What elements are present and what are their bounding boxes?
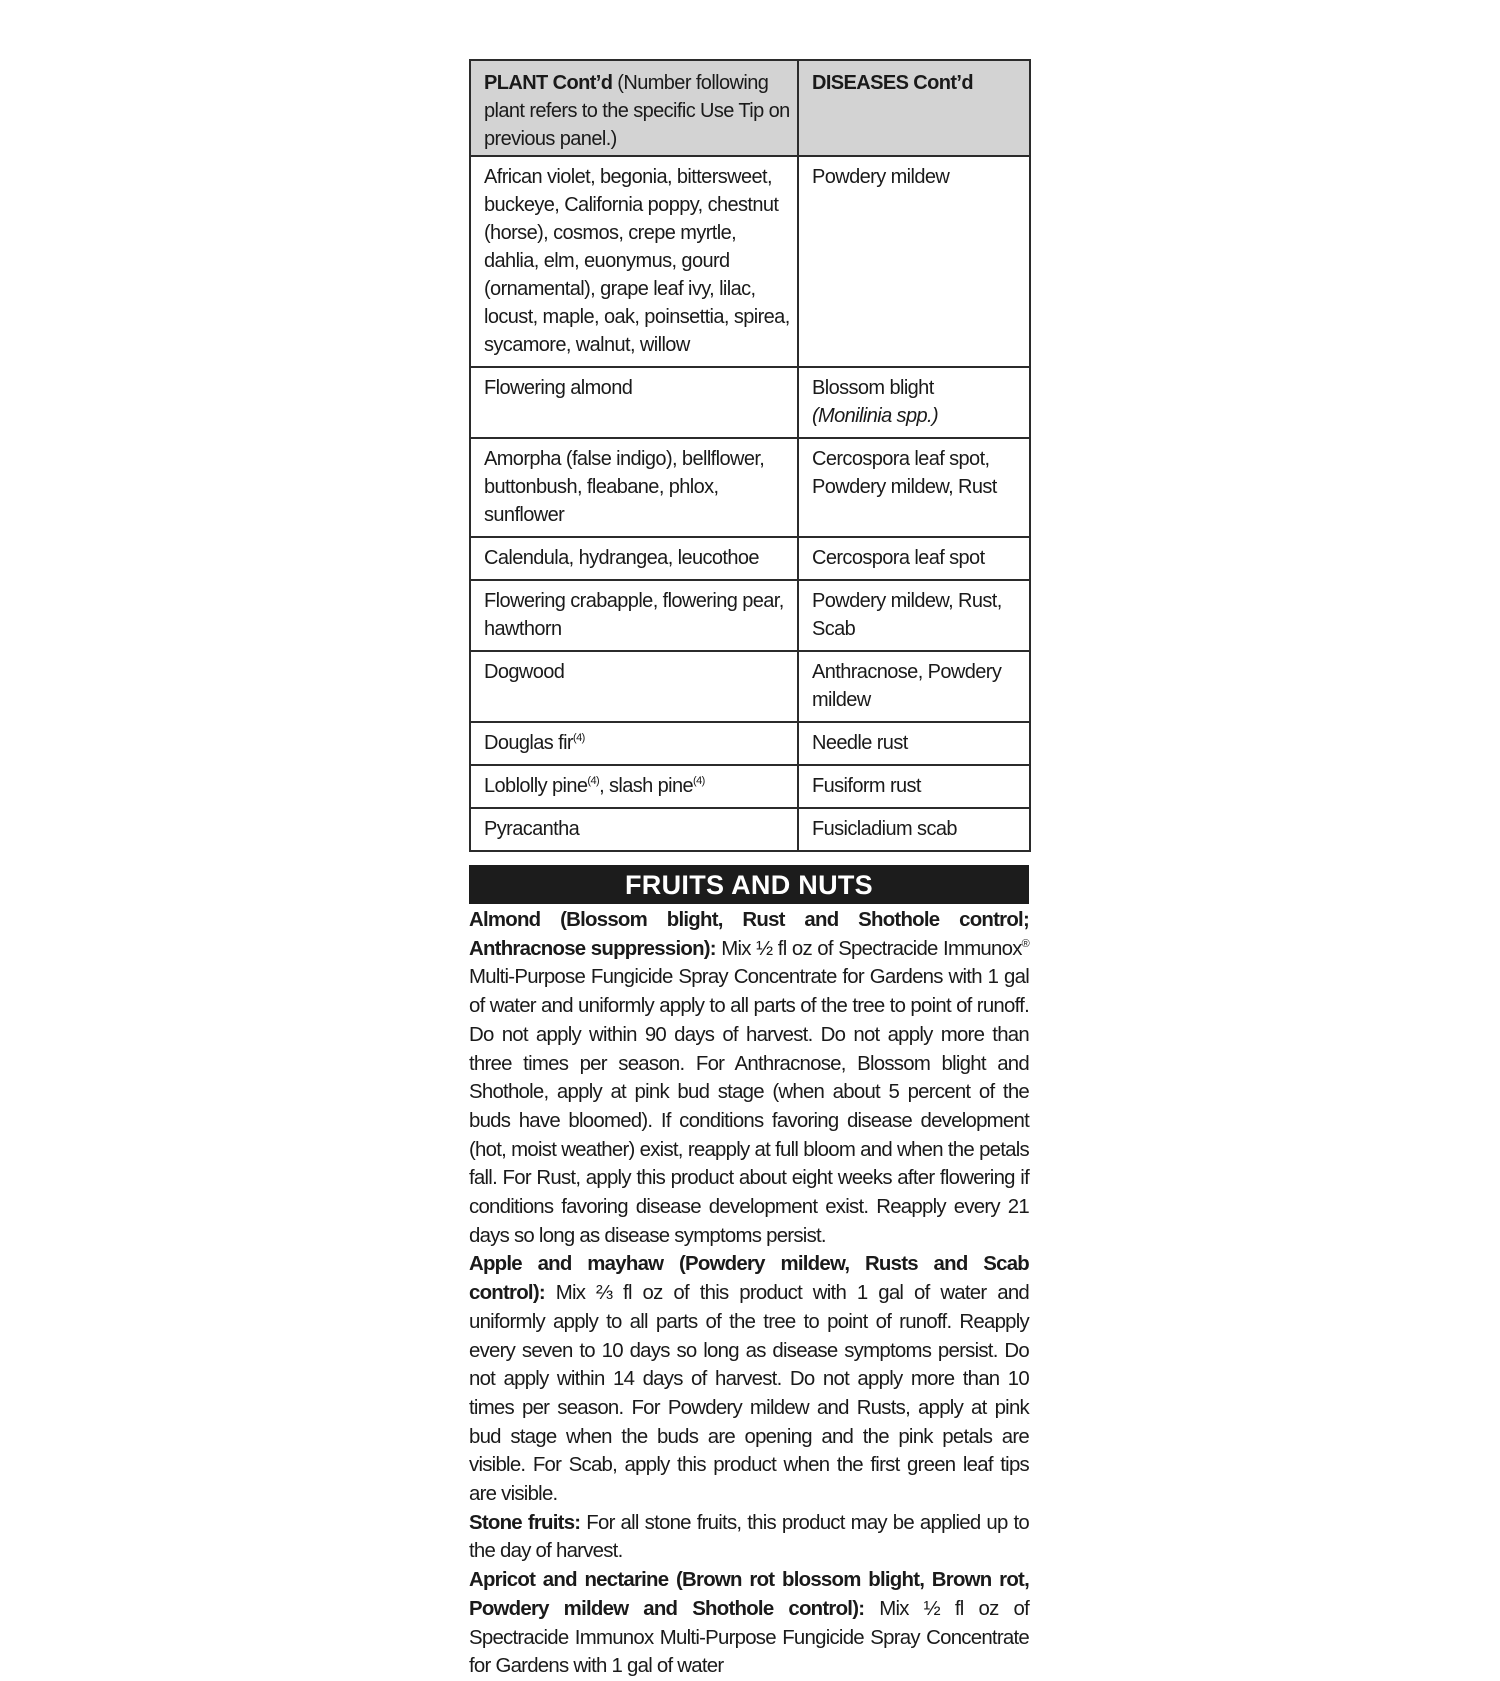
disease-cell [798, 367, 1030, 438]
paragraph-text: Mix ½ fl oz of Spectracide Immunox [715, 937, 1022, 960]
plant-disease-table [469, 59, 1031, 852]
paragraph-apple [469, 1250, 1029, 1508]
header-diseases-title: DISEASES Cont’d [812, 72, 974, 94]
table-row [470, 651, 1030, 722]
paragraph-text: For all stone fruits, this product may be applied up to the day of harvest. [469, 1511, 1029, 1563]
paragraph-lead: Apricot and nectarine (Brown rot blossom blight, Brown rot, Powdery mildew and Shothole control): [469, 1569, 1029, 1620]
header-plant [470, 60, 798, 156]
table-row [470, 722, 1030, 765]
paragraph-text: Mix ½ fl oz of Spectracide Immunox Multi-Purpose Fungicide Spray Concentrate for Gardens with 1 gal of water [469, 1597, 1029, 1678]
table-row [470, 367, 1030, 438]
paragraph-almond [469, 906, 1029, 1250]
use-tip-ref-2: (4) [693, 775, 705, 787]
plant-name: Loblolly pine [484, 775, 588, 797]
plant-cell [470, 722, 798, 765]
plant-cell: African violet, begonia, bittersweet, buckeye, California poppy, chestnut (horse), cosmos, crepe myrtle, dahlia, elm, euonymus, gourd (ornamental), grape leaf ivy, lilac, locust, maple, oak, poinsettia, spirea, sycamore, walnut, willow [470, 156, 798, 367]
paragraph-lead: Apple and mayhaw (Powdery mildew, Rusts and Scab control): [469, 1253, 1029, 1305]
use-tip-ref: (4) [587, 775, 600, 787]
paragraph-stone-fruits [469, 1509, 1029, 1566]
header-plant-note: (Number following plant refers to the specific Use Tip on previous panel.) [484, 72, 790, 150]
use-tip-ref: (4) [573, 732, 585, 744]
registered-mark: ® [1021, 937, 1029, 950]
table-row [470, 580, 1030, 651]
paragraph-apricot [469, 1566, 1029, 1681]
paragraph-lead: Stone fruits: [469, 1511, 581, 1534]
table-header-row [470, 60, 1030, 156]
plant-cell: Dogwood [470, 651, 798, 722]
product-label-panel [469, 59, 1029, 1681]
disease-cell: Cercospora leaf spot, Powdery mildew, Rust [798, 438, 1030, 537]
paragraph-text: Mix ⅔ fl oz of this product with 1 gal of water and uniformly apply to all parts of the tree to point of runoff. Reapply every seven to 10 days so long as disease symptoms persist. Do not apply within 14 days of harvest. Do not apply more than 10 times per season. For Powdery mildew and Rusts, apply at pink bud stage when the buds are opening and the pink petals are visible. For Scab, apply this product when the first green leaf tips are visible. [469, 1282, 1029, 1506]
disease-cell: Needle rust [798, 722, 1030, 765]
disease-cell: Anthracnose, Powdery mildew [798, 651, 1030, 722]
paragraph-text: Multi-Purpose Fungicide Spray Concentrate for Gardens with 1 gal of water and uniformly apply to all parts of the tree to point of runoff. Do not apply within 90 days of harvest. Do not apply more than three times per season. For Anthracnose, Blossom blight and Shothole, apply at pink bud stage (when about 5 percent of the buds have bloomed). If conditions favoring disease development (hot, moist weather) exist, reapply at full bloom and when the petals fall. For Rust, apply this product about eight weeks after flowering if conditions favoring disease development exist. Reapply every 21 days so long as disease symptoms persist. [469, 966, 1029, 1247]
disease-cell: Powdery mildew, Rust, Scab [798, 580, 1030, 651]
disease-cell: Fusicladium scab [798, 808, 1030, 851]
table-row [470, 537, 1030, 580]
header-plant-title: PLANT Cont’d [484, 72, 613, 94]
section-heading-fruits-and-nuts: FRUITS AND NUTS [469, 865, 1029, 904]
disease-cell: Powdery mildew [798, 156, 1030, 367]
table-row [470, 438, 1030, 537]
plant-cell [470, 765, 798, 808]
plant-name-2: , slash pine [599, 775, 694, 797]
table-row [470, 156, 1030, 367]
disease-pathogen: (Monilinia spp.) [812, 405, 939, 427]
plant-cell: Calendula, hydrangea, leucothoe [470, 537, 798, 580]
table-row [470, 765, 1030, 808]
section-body [469, 906, 1029, 1681]
disease-name: Blossom blight [812, 377, 934, 399]
plant-cell: Flowering almond [470, 367, 798, 438]
paragraph-lead: Almond (Blossom blight, Rust and Shothole control; Anthracnose suppression): [469, 909, 1029, 960]
plant-cell: Pyracantha [470, 808, 798, 851]
plant-cell: Amorpha (false indigo), bellflower, buttonbush, fleabane, phlox, sunflower [470, 438, 798, 537]
disease-cell: Fusiform rust [798, 765, 1030, 808]
table-row [470, 808, 1030, 851]
disease-cell: Cercospora leaf spot [798, 537, 1030, 580]
plant-cell: Flowering crabapple, flowering pear, hawthorn [470, 580, 798, 651]
header-diseases [798, 60, 1030, 156]
plant-name: Douglas fir [484, 732, 573, 754]
